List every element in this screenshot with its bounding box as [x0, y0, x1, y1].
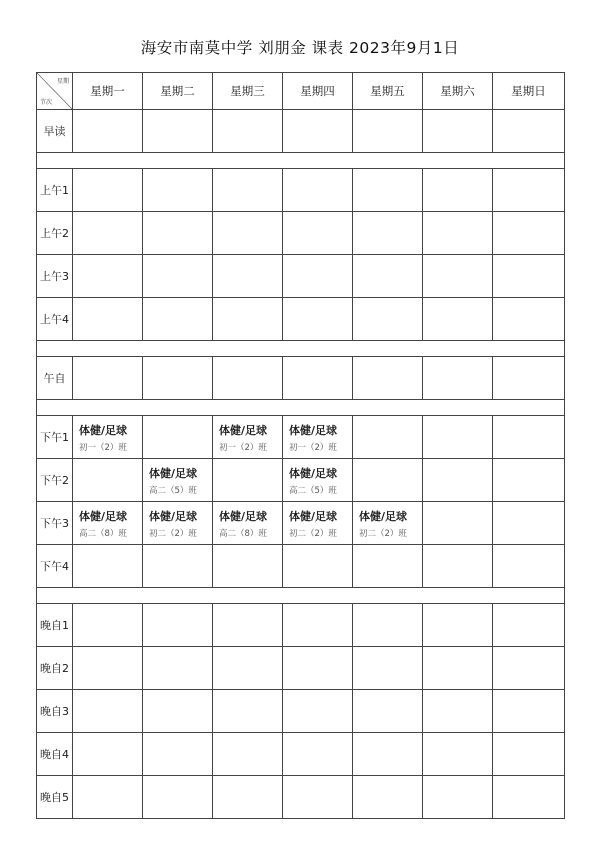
empty-cell: [73, 776, 143, 819]
empty-cell: [213, 110, 283, 153]
period-row: [37, 604, 565, 647]
period-row: [37, 647, 565, 690]
separator-row: [37, 588, 565, 604]
empty-cell: [73, 169, 143, 212]
period-label: 晚自5: [37, 776, 73, 819]
empty-cell: [493, 647, 565, 690]
period-label: 下午3: [37, 502, 73, 545]
empty-cell: [283, 169, 353, 212]
period-label: 上午2: [37, 212, 73, 255]
empty-cell: [213, 545, 283, 588]
day-header: 星期六: [423, 73, 493, 110]
course-name: 体健/足球: [149, 510, 198, 523]
period-row: [37, 459, 565, 502]
empty-cell: [423, 357, 493, 400]
empty-cell: [353, 298, 423, 341]
empty-cell: [213, 604, 283, 647]
empty-cell: [213, 298, 283, 341]
timetable: [36, 72, 565, 819]
lesson-cell: [353, 502, 423, 545]
empty-cell: [493, 690, 565, 733]
empty-cell: [73, 647, 143, 690]
period-label: 下午4: [37, 545, 73, 588]
empty-cell: [423, 459, 493, 502]
empty-cell: [493, 357, 565, 400]
empty-cell: [283, 110, 353, 153]
period-label: 晚自1: [37, 604, 73, 647]
period-row: [37, 690, 565, 733]
class-name: 高二（5）班: [289, 486, 337, 496]
period-label: 下午2: [37, 459, 73, 502]
day-header: 星期三: [213, 73, 283, 110]
empty-cell: [73, 357, 143, 400]
empty-cell: [143, 545, 213, 588]
empty-cell: [213, 690, 283, 733]
empty-cell: [73, 110, 143, 153]
lesson-cell: [73, 416, 143, 459]
empty-cell: [493, 169, 565, 212]
empty-cell: [423, 212, 493, 255]
course-name: 体健/足球: [359, 510, 408, 523]
period-label: 上午3: [37, 255, 73, 298]
period-row: [37, 169, 565, 212]
empty-cell: [353, 733, 423, 776]
empty-cell: [143, 733, 213, 776]
empty-cell: [143, 416, 213, 459]
empty-cell: [283, 776, 353, 819]
empty-cell: [493, 459, 565, 502]
empty-cell: [283, 545, 353, 588]
day-header: 星期二: [143, 73, 213, 110]
empty-cell: [73, 733, 143, 776]
period-label: 下午1: [37, 416, 73, 459]
empty-cell: [213, 733, 283, 776]
day-header: 星期五: [353, 73, 423, 110]
empty-cell: [423, 604, 493, 647]
empty-cell: [423, 298, 493, 341]
empty-cell: [353, 416, 423, 459]
period-row: [37, 545, 565, 588]
period-label: 上午4: [37, 298, 73, 341]
empty-cell: [283, 212, 353, 255]
empty-cell: [213, 357, 283, 400]
empty-cell: [423, 647, 493, 690]
period-row: [37, 212, 565, 255]
empty-cell: [213, 212, 283, 255]
course-name: 体健/足球: [79, 510, 128, 523]
lesson-cell: [283, 416, 353, 459]
empty-cell: [423, 255, 493, 298]
empty-cell: [283, 298, 353, 341]
class-name: 初一（2）班: [79, 443, 127, 453]
separator-cell: [37, 153, 565, 169]
empty-cell: [73, 604, 143, 647]
class-name: 初二（2）班: [149, 529, 197, 539]
separator-row: [37, 400, 565, 416]
period-label: 上午1: [37, 169, 73, 212]
timetable-body: [37, 110, 565, 819]
period-label: 早读: [37, 110, 73, 153]
empty-cell: [143, 212, 213, 255]
course-name: 体健/足球: [219, 424, 268, 437]
period-row: [37, 357, 565, 400]
separator-row: [37, 341, 565, 357]
course-name: 体健/足球: [149, 467, 198, 480]
empty-cell: [213, 776, 283, 819]
empty-cell: [283, 647, 353, 690]
empty-cell: [143, 776, 213, 819]
empty-cell: [493, 212, 565, 255]
empty-cell: [73, 255, 143, 298]
empty-cell: [353, 604, 423, 647]
lesson-cell: [213, 416, 283, 459]
class-name: 初二（2）班: [359, 529, 407, 539]
empty-cell: [493, 416, 565, 459]
empty-cell: [143, 169, 213, 212]
empty-cell: [493, 733, 565, 776]
empty-cell: [423, 110, 493, 153]
class-name: 高二（5）班: [149, 486, 197, 496]
empty-cell: [283, 255, 353, 298]
period-row: [37, 502, 565, 545]
empty-cell: [353, 357, 423, 400]
lesson-cell: [283, 502, 353, 545]
period-row: [37, 776, 565, 819]
empty-cell: [143, 604, 213, 647]
empty-cell: [423, 733, 493, 776]
empty-cell: [353, 110, 423, 153]
corner-period-label: 节次: [40, 99, 53, 106]
empty-cell: [493, 604, 565, 647]
empty-cell: [353, 545, 423, 588]
empty-cell: [283, 357, 353, 400]
empty-cell: [353, 690, 423, 733]
period-row: [37, 110, 565, 153]
empty-cell: [353, 776, 423, 819]
separator-cell: [37, 400, 565, 416]
empty-cell: [423, 502, 493, 545]
empty-cell: [493, 110, 565, 153]
corner-day-label: 星期: [56, 78, 69, 85]
empty-cell: [353, 459, 423, 502]
empty-cell: [143, 357, 213, 400]
empty-cell: [353, 255, 423, 298]
empty-cell: [73, 298, 143, 341]
empty-cell: [73, 545, 143, 588]
empty-cell: [143, 298, 213, 341]
header-row: [37, 73, 565, 110]
period-row: [37, 298, 565, 341]
empty-cell: [493, 776, 565, 819]
empty-cell: [493, 502, 565, 545]
day-header: 星期四: [283, 73, 353, 110]
empty-cell: [213, 459, 283, 502]
course-name: 体健/足球: [289, 424, 338, 437]
lesson-cell: [143, 502, 213, 545]
empty-cell: [73, 459, 143, 502]
empty-cell: [423, 416, 493, 459]
empty-cell: [283, 604, 353, 647]
empty-cell: [353, 212, 423, 255]
separator-cell: [37, 588, 565, 604]
separator-cell: [37, 341, 565, 357]
empty-cell: [353, 647, 423, 690]
empty-cell: [423, 690, 493, 733]
period-label: 晚自4: [37, 733, 73, 776]
day-header: 星期日: [493, 73, 565, 110]
lesson-cell: [73, 502, 143, 545]
empty-cell: [213, 647, 283, 690]
empty-cell: [423, 545, 493, 588]
class-name: 初一（2）班: [289, 443, 337, 453]
lesson-cell: [283, 459, 353, 502]
course-name: 体健/足球: [79, 424, 128, 437]
separator-row: [37, 153, 565, 169]
empty-cell: [73, 212, 143, 255]
lesson-cell: [143, 459, 213, 502]
empty-cell: [143, 110, 213, 153]
day-header: 星期一: [73, 73, 143, 110]
empty-cell: [143, 647, 213, 690]
period-row: [37, 416, 565, 459]
class-name: 高二（8）班: [219, 529, 267, 539]
course-name: 体健/足球: [289, 467, 338, 480]
empty-cell: [283, 733, 353, 776]
course-name: 体健/足球: [289, 510, 338, 523]
empty-cell: [493, 545, 565, 588]
empty-cell: [213, 255, 283, 298]
course-name: 体健/足球: [219, 510, 268, 523]
class-name: 初一（2）班: [219, 443, 267, 453]
class-name: 高二（8）班: [79, 529, 127, 539]
empty-cell: [423, 776, 493, 819]
empty-cell: [493, 298, 565, 341]
period-label: 晚自3: [37, 690, 73, 733]
empty-cell: [73, 690, 143, 733]
period-row: [37, 733, 565, 776]
page-title: 海安市南莫中学 刘朋金 课表 2023年9月1日: [140, 39, 460, 57]
empty-cell: [423, 169, 493, 212]
period-label: 午自: [37, 357, 73, 400]
empty-cell: [283, 690, 353, 733]
class-name: 初二（2）班: [289, 529, 337, 539]
lesson-cell: [213, 502, 283, 545]
empty-cell: [143, 690, 213, 733]
period-row: [37, 255, 565, 298]
corner-header-cell: [37, 73, 73, 110]
empty-cell: [493, 255, 565, 298]
period-label: 晚自2: [37, 647, 73, 690]
empty-cell: [213, 169, 283, 212]
empty-cell: [353, 169, 423, 212]
empty-cell: [143, 255, 213, 298]
